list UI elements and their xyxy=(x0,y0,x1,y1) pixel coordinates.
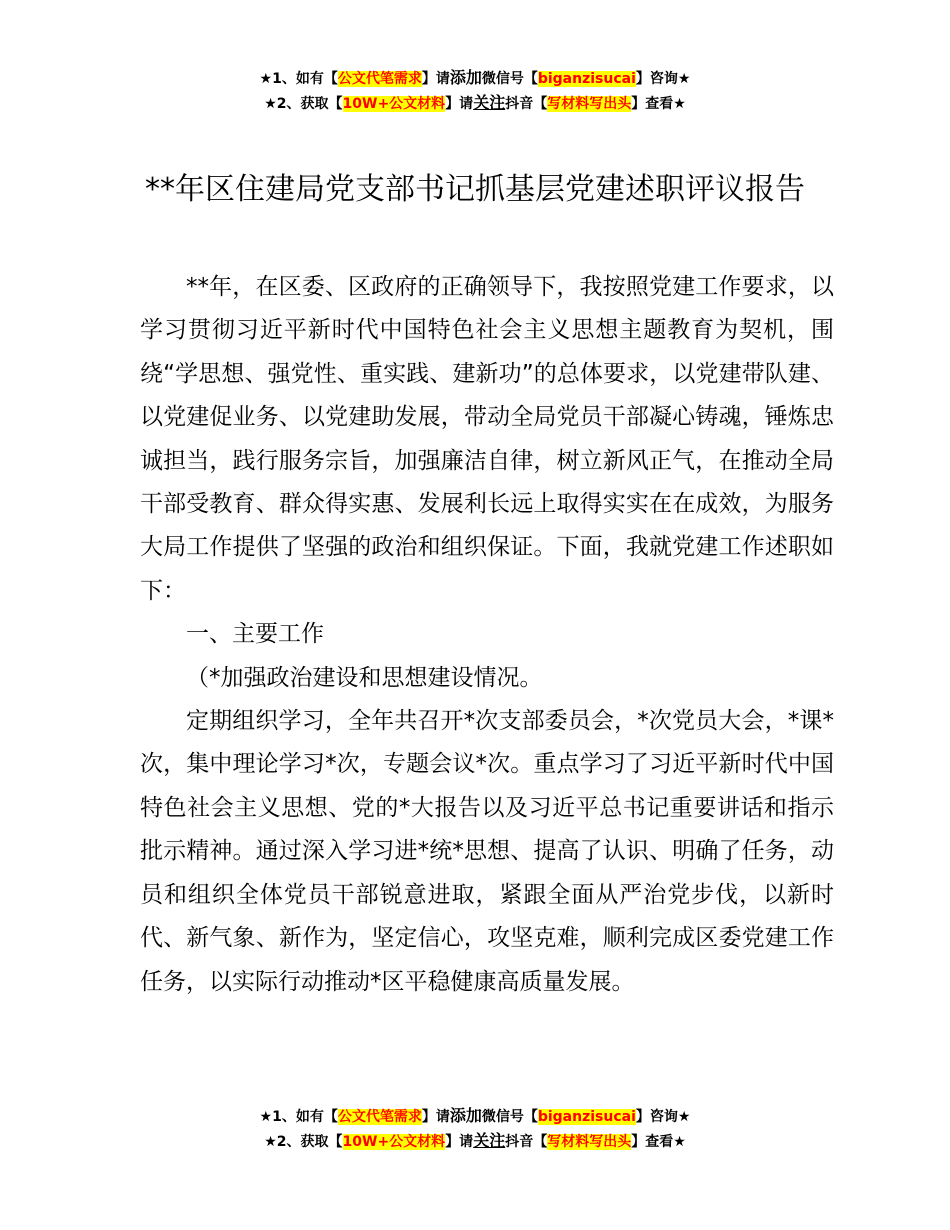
banner-highlight-materials: 10W+公文材料 xyxy=(342,96,446,112)
paragraph-intro: **年，在区委、区政府的正确领导下，我按照党建工作要求，以学习贯彻习近平新时代中国特色社会主义思想主题教育为契机，围绕“学思想、强党性、重实践、建新功”的总体要求，以党建带队建、以党建促业务、以党建助发展，带动全局党员干部凝心铸魂，锤炼忠诚担当，践行服务宗旨，加强廉洁自律，树立新风正气，在推动全局干部受教育、群众得实惠、发展利长远上取得实实在在成效，为服务大局工作提供了坚强的政治和组织保证。下面，我就党建工作述职如下： xyxy=(140,274,834,604)
banner-emphasis-add: 添加 xyxy=(449,68,482,87)
footer-line-2-prefix: ★2、获取【 xyxy=(264,1134,343,1150)
footer-line-1-text: 】请 xyxy=(421,1109,450,1125)
banner-line-1-prefix: ★1、如有【 xyxy=(259,71,338,87)
document-title: **年区住建局党支部书记抓基层党建述职评议报告 xyxy=(145,172,805,207)
footer-banner-line-2 xyxy=(0,1129,950,1154)
banner-highlight-ghostwriting: 公文代笔需求 xyxy=(337,71,422,87)
footer-highlight-materials: 10W+公文材料 xyxy=(342,1134,446,1150)
section-heading-main-work: 一、主要工作 xyxy=(186,621,324,648)
footer-highlight-douyin-account: 写材料写出头 xyxy=(547,1134,632,1150)
footer-highlight-ghostwriting: 公文代笔需求 xyxy=(337,1109,422,1125)
banner-line-2-suffix: 】查看★ xyxy=(631,96,686,112)
banner-line-2 xyxy=(0,91,950,116)
banner-line-2-prefix: ★2、获取【 xyxy=(264,96,343,112)
banner-highlight-wechat-id: biganzisucai xyxy=(537,71,636,87)
footer-banner-line-1 xyxy=(0,1104,950,1129)
footer-highlight-wechat-id: biganzisucai xyxy=(537,1109,636,1125)
banner-emphasis-follow: 关注 xyxy=(473,93,506,112)
document-body xyxy=(140,266,834,1004)
subsection-heading-political-building: （*加强政治建设和思想建设情况。 xyxy=(186,664,543,691)
banner-line-1-text: 】请 xyxy=(421,71,450,87)
footer-line-2-suffix: 】查看★ xyxy=(631,1134,686,1150)
footer-banner xyxy=(0,1104,950,1154)
footer-line-1-text2: 微信号【 xyxy=(481,1109,538,1125)
banner-highlight-douyin-account: 写材料写出头 xyxy=(547,96,632,112)
footer-line-1-prefix: ★1、如有【 xyxy=(259,1109,338,1125)
banner-line-1-suffix: 】咨询★ xyxy=(635,71,691,87)
footer-line-2-text: 】请 xyxy=(445,1134,474,1150)
banner-line-2-text: 】请 xyxy=(445,96,474,112)
banner-line-1-text2: 微信号【 xyxy=(481,71,538,87)
footer-line-2-text2: 抖音【 xyxy=(505,1134,548,1150)
footer-emphasis-add: 添加 xyxy=(449,1106,482,1125)
banner-line-1 xyxy=(0,66,950,91)
header-banner xyxy=(0,66,950,116)
paragraph-study-organization: 定期组织学习，全年共召开*次支部委员会，*次党员大会，*课*次，集中理论学习*次，专题会议*次。重点学习了习近平新时代中国特色社会主义思想、党的*大报告以及习近平总书记重要讲话和指示批示精神。通过深入学习进*统*思想、提高了认识、明确了任务，动员和组织全体党员干部锐意进取，紧跟全面从严治党步伐，以新时代、新气象、新作为，坚定信心，攻坚克难，顺利完成区委党建工作任务，以实际行动推动*区平稳健康高质量发展。 xyxy=(140,708,834,995)
footer-line-1-suffix: 】咨询★ xyxy=(635,1109,691,1125)
footer-emphasis-follow: 关注 xyxy=(473,1131,506,1150)
banner-line-2-text2: 抖音【 xyxy=(505,96,548,112)
